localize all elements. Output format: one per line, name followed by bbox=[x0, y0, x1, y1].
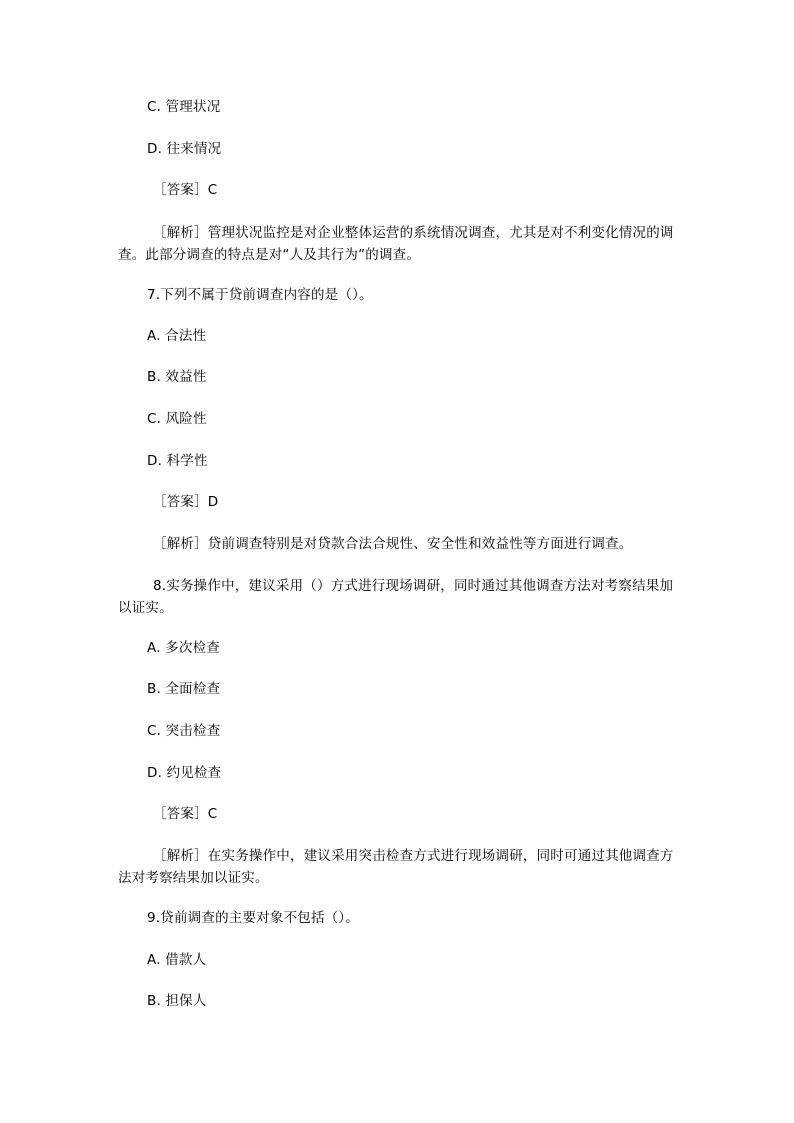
q6-option-c: C. 管理状况 bbox=[147, 99, 221, 115]
q8-question: 8.实务操作中，建议采用（）方式进行现场调研，同时通过其他调查方法对考察结果加以证实。 bbox=[118, 578, 674, 616]
q8-answer: ［答案］C bbox=[153, 806, 218, 822]
q7-question: 7.下列不属于贷前调查内容的是（）。 bbox=[147, 287, 373, 303]
q6-answer: ［答案］C bbox=[153, 182, 218, 198]
q8-option-b: B. 全面检查 bbox=[147, 681, 221, 697]
q6-analysis: ［解析］管理状况监控是对企业整体运营的系统情况调查，尤其是对不利变化情况的调查。此部分调查的特点是对“人及其行为”的调查。 bbox=[118, 225, 674, 263]
q9-option-b: B. 担保人 bbox=[147, 993, 207, 1009]
q8-option-a: A. 多次检查 bbox=[147, 640, 220, 656]
q7-option-c: C. 风险性 bbox=[147, 411, 207, 427]
q7-analysis: ［解析］贷前调查特别是对贷款合法合规性、安全性和效益性等方面进行调查。 bbox=[153, 536, 633, 552]
q6-option-d: D. 往来情况 bbox=[147, 141, 222, 157]
q9-option-a: A. 借款人 bbox=[147, 952, 207, 968]
q7-option-d: D. 科学性 bbox=[147, 453, 208, 469]
q7-option-b: B. 效益性 bbox=[147, 369, 207, 385]
q7-option-a: A. 合法性 bbox=[147, 328, 207, 344]
q9-question: 9.贷前调查的主要对象不包括（）。 bbox=[147, 910, 360, 926]
q8-option-c: C. 突击检查 bbox=[147, 723, 221, 739]
q8-option-d: D. 约见检查 bbox=[147, 765, 222, 781]
q7-answer: ［答案］D bbox=[153, 494, 219, 510]
q8-analysis: ［解析］在实务操作中，建议采用突击检查方式进行现场调研，同时可通过其他调查方法对考察结果加以证实。 bbox=[118, 848, 674, 886]
